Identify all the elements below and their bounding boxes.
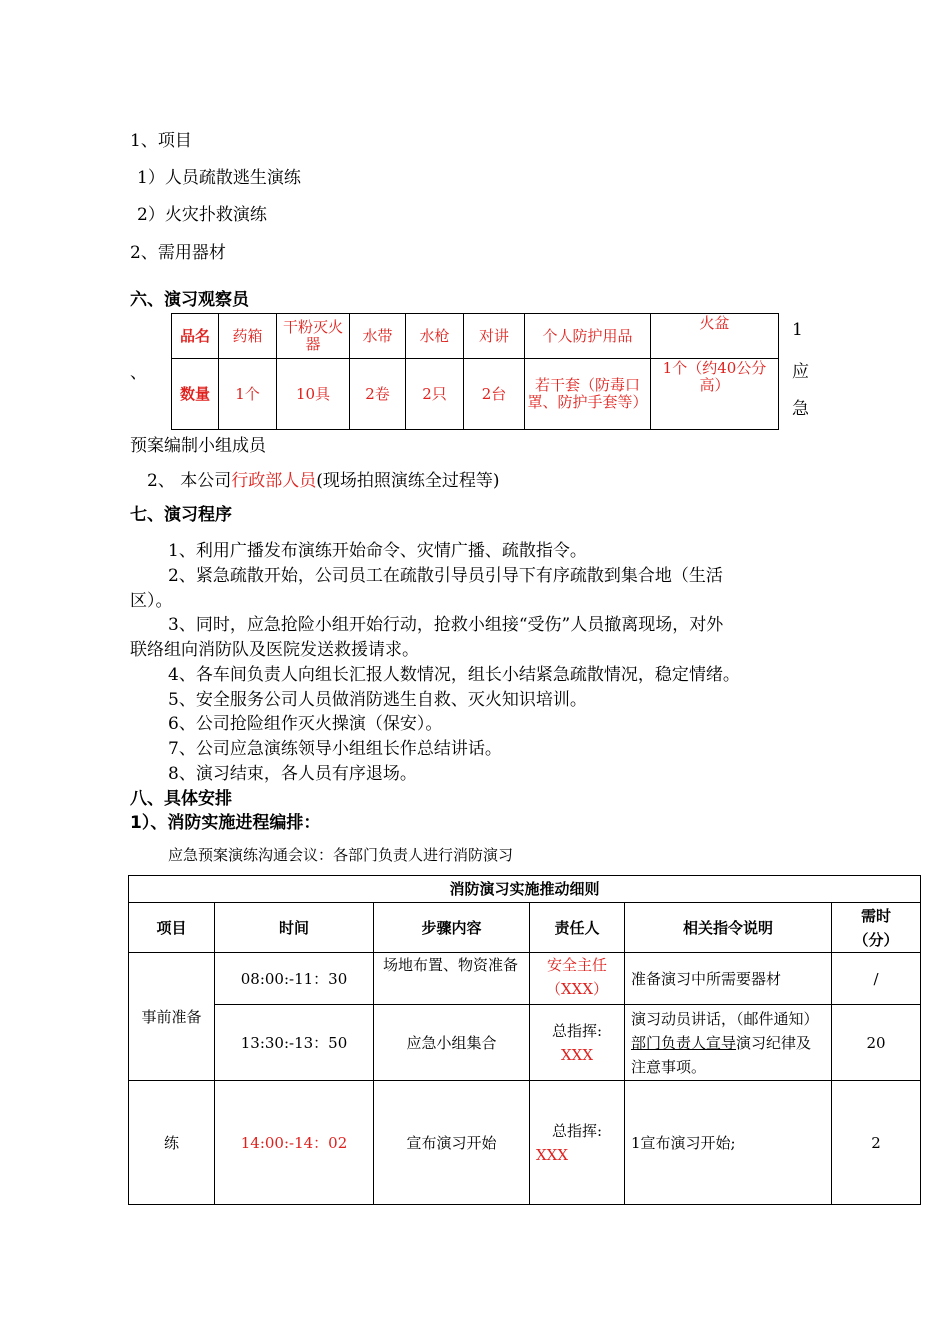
procedure-step: 7、公司应急演练领导小组组长作总结讲话。 [168,739,502,759]
equipment-table [171,313,779,430]
owner-name: 安全主任 [546,956,607,974]
desc-part: 演习动员讲话，（邮件通知） [631,1009,819,1028]
equipment-name: 火盆 [651,314,779,359]
observer-item-2 [147,466,500,491]
group-label: 事前准备 [129,953,215,1081]
owner-id: XXX [536,1145,569,1164]
equipment-qty: 1个（约40公分高） [651,359,779,430]
column-header: 需时（分） [832,903,921,953]
equipment-name: 干粉灭火器 [277,314,350,359]
column-header: 项目 [129,903,215,953]
equipment-qty: 若干套（防毒口罩、防护手套等） [525,359,651,430]
procedure-step: 4、各车间负责人向组长汇报人数情况，组长小结紧急疏散情况，稳定情绪。 [168,665,740,685]
desc-cell [625,1005,832,1081]
time-cell: 13:30:-13：50 [215,1005,374,1081]
procedure-step: 5、安全服务公司人员做消防逃生自救、灭火知识培训。 [168,690,587,710]
duration-cell: / [832,953,921,1005]
equipment-qty: 2卷 [350,359,406,430]
name-label: 品名 [172,314,219,359]
section-7-heading: 七、演习程序 [130,505,232,525]
step-cell: 应急小组集合 [374,1005,530,1081]
owner-name: 总指挥: [551,1121,603,1140]
table-row [172,359,779,430]
column-header: 时间 [215,903,374,953]
group-label: 练 [129,1081,215,1205]
column-header: 相关指令说明 [625,903,832,953]
item-equipment: 2、需用器材 [130,243,226,263]
owner-cell [530,1005,625,1081]
procedure-step: 2、紧急疏散开始，公司员工在疏散引导员引导下有序疏散到集合地（生活 [168,566,723,586]
equipment-qty: 10具 [277,359,350,430]
equipment-name: 药箱 [219,314,277,359]
schedule-title: 消防演习实施推动细则 [129,876,921,903]
procedure-step: 1、利用广播发布演练开始命令、灾情广播、疏散指令。 [168,541,587,561]
procedure-step: 3、同时，应急抢险小组开始行动，抢救小组接“受伤”人员撤离现场，对外 [168,615,724,635]
equipment-name: 水带 [350,314,406,359]
table-row [172,314,779,359]
table-row [129,1005,921,1081]
side-char: 应 [792,362,809,382]
procedure-step: 区）。 [130,591,173,611]
equipment-qty: 2只 [406,359,464,430]
meeting-note: 应急预案演练沟通会议：各部门负责人进行消防演习 [168,846,514,864]
step-cell: 宣布演习开始 [374,1081,530,1205]
list-mark: 、 [130,363,147,383]
observer-item-2-prefix: 2、 本公司 [147,471,232,491]
equipment-qty: 1个 [219,359,277,430]
owner-name: 总指挥: [551,1021,603,1040]
item-fire-drill: 2）火灾扑救演练 [137,205,267,225]
owner-cell [530,953,625,1005]
column-header: 责任人 [530,903,625,953]
time-cell: 14:00:-14：02 [215,1081,374,1205]
desc-cell: 1宣布演习开始; [625,1081,832,1205]
procedure-step: 联络组向消防队及医院发送救援请求。 [130,640,419,660]
section-8-heading: 八、具体安排 [130,789,232,809]
section-8-sub: 1）、消防实施进程编排： [130,813,321,833]
equipment-name: 对讲 [464,314,525,359]
equipment-name: 水枪 [406,314,464,359]
owner-id: XXX [560,1045,594,1064]
schedule-table [128,875,921,1205]
item-project: 1、项目 [130,131,192,151]
owner-cell [530,1081,625,1205]
procedure-step: 6、公司抢险组作灭火操演（保安）。 [168,714,443,734]
column-header: 步骤内容 [374,903,530,953]
duration-cell: 20 [832,1005,921,1081]
observer-continuation: 预案编制小组成员 [130,436,266,456]
desc-cell: 准备演习中所需要器材 [625,953,832,1005]
section-6-heading: 六、演习观察员 [130,290,249,310]
item-evacuation-drill: 1）人员疏散逃生演练 [137,168,301,188]
owner-id: （XXX） [545,980,609,998]
table-row [129,953,921,1005]
side-number: 1 [792,320,803,340]
observer-item-2-suffix: (现场拍照演练全过程等) [316,471,500,491]
procedure-step: 8、演习结束，各人员有序退场。 [168,764,417,784]
table-row [129,1081,921,1205]
step-cell: 场地布置、物资准备 [374,953,530,1005]
desc-underlined: 部门负责人宣导 [631,1033,737,1052]
observer-item-2-highlight: 行政部人员 [231,471,317,491]
desc-part: 演习纪律及注意事项。 [631,1033,812,1076]
qty-label: 数量 [172,359,219,430]
table-row [129,903,921,953]
time-cell: 08:00:-11：30 [215,953,374,1005]
duration-cell: 2 [832,1081,921,1205]
equipment-qty: 2台 [464,359,525,430]
side-char: 急 [792,399,809,419]
table-row [129,876,921,903]
equipment-name: 个人防护用品 [525,314,651,359]
